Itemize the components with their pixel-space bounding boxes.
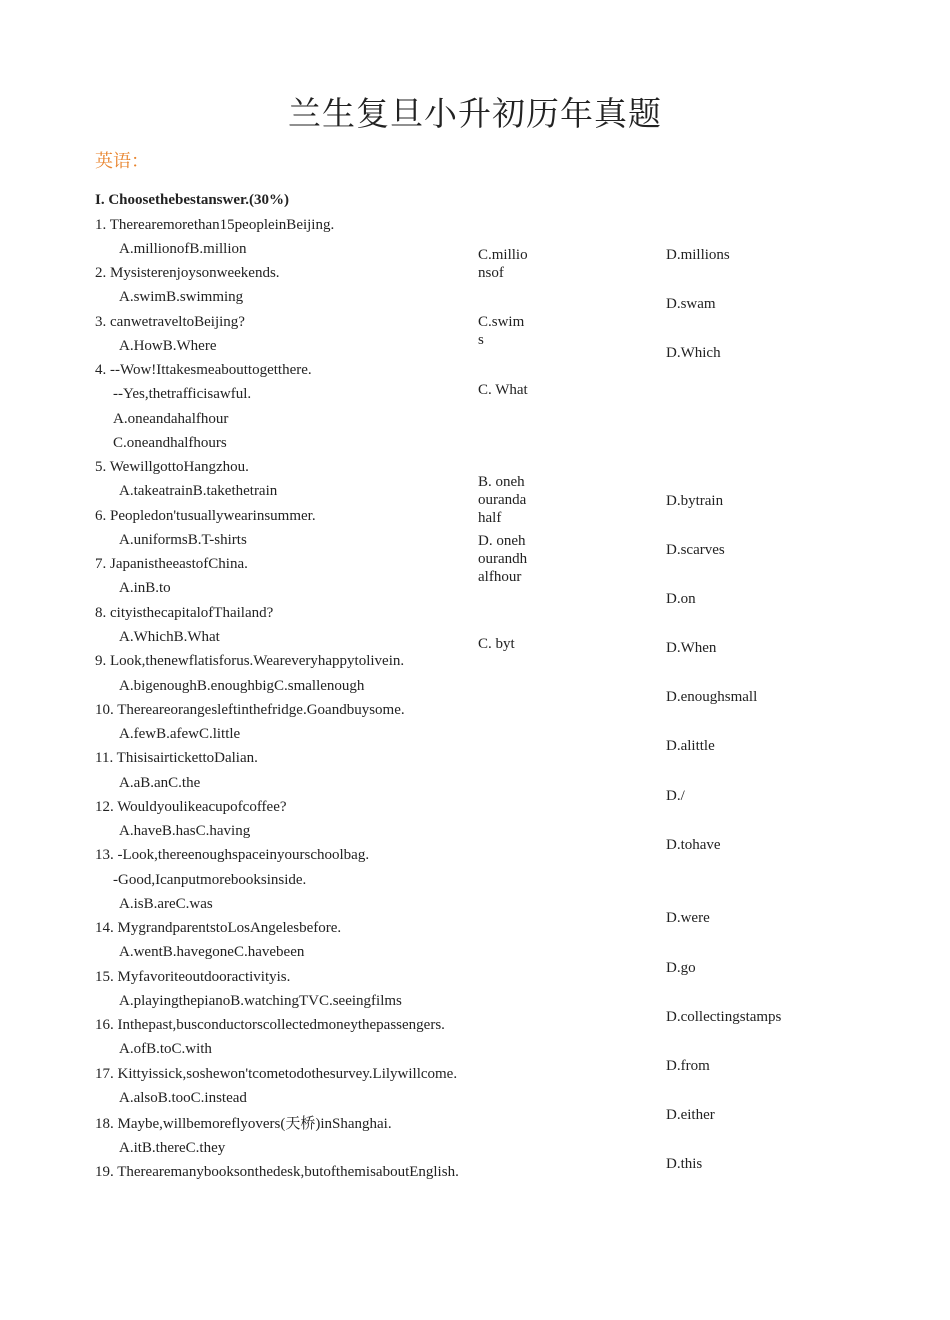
question-3: 3. canwetraveltoBeijing? xyxy=(95,314,245,330)
subject-heading: 英语： xyxy=(95,151,149,172)
question-16: 16. Inthepast,busconductorscollectedmoneythepassengers. xyxy=(95,1017,445,1033)
question-7: 7. JapanistheeastofChina. xyxy=(95,556,248,572)
option-d-7: D.on xyxy=(666,591,696,607)
question-14: 14. MygrandparentstoLosAngelesbefore. xyxy=(95,920,342,936)
options-6: A.uniformsB.T-shirts xyxy=(119,532,247,548)
option-d-12: D.tohave xyxy=(666,837,721,853)
options-16: A.ofB.toC.with xyxy=(119,1041,212,1057)
option-c-3: C. What xyxy=(478,382,528,398)
question-4-reply: --Yes,thetrafficisawful. xyxy=(113,386,252,402)
option-d-17: D.either xyxy=(666,1107,715,1123)
option-b-4: B. onehourandahalf xyxy=(478,474,527,526)
option-d-8: D.When xyxy=(666,640,717,656)
question-8: 8. cityisthecapitalofThailand? xyxy=(95,605,274,621)
question-6: 6. Peopledon'tusuallywearinsummer. xyxy=(95,508,316,524)
option-d-10: D.alittle xyxy=(666,738,715,754)
question-10: 10. Thereareorangesleftinthefridge.Goandbuysome. xyxy=(95,702,405,718)
option-d-1: D.millions xyxy=(666,247,730,263)
option-d-18: D.this xyxy=(666,1156,703,1172)
option-d-16: D.from xyxy=(666,1058,710,1074)
question-2: 2. Mysisterenjoysonweekends. xyxy=(95,265,280,281)
options-3: A.HowB.Where xyxy=(119,338,217,354)
options-4a: A.oneandahalfhour xyxy=(113,411,229,427)
options-15: A.playingthepianoB.watchingTVC.seeingfilms xyxy=(119,993,402,1009)
option-c-2: C.swims xyxy=(478,314,525,348)
option-d-9: D.enoughsmall xyxy=(666,689,758,705)
option-d-13: D.were xyxy=(666,910,710,926)
option-d-4: D. onehourandhalfhour xyxy=(478,533,528,585)
question-13: 13. -Look,thereenoughspaceinyourschoolbag. xyxy=(95,847,370,863)
question-11: 11. ThisisairtickettoDalian. xyxy=(95,750,258,766)
section-heading: I. Choosethebestanswer.(30%) xyxy=(95,192,290,208)
option-d-6: D.scarves xyxy=(666,542,725,558)
options-5: A.takeatrainB.takethetrain xyxy=(119,483,278,499)
options-11: A.aB.anC.the xyxy=(119,775,201,791)
question-4: 4. --Wow!Ittakesmeabouttogetthere. xyxy=(95,362,312,378)
question-19: 19. Therearemanybooksonthedesk,butofthemisaboutEnglish. xyxy=(95,1164,459,1180)
options-10: A.fewB.afewC.little xyxy=(119,726,241,742)
option-d-3: D.Which xyxy=(666,345,721,361)
question-18: 18. Maybe,willbemoreflyovers(天桥)inShanghai. xyxy=(95,1116,392,1132)
question-17: 17. Kittyissick,soshewon'tcometodothesurvey.Lilywillcome. xyxy=(95,1066,458,1082)
question-12: 12. Wouldyoulikeacupofcoffee? xyxy=(95,799,287,815)
options-14: A.wentB.havegoneC.havebeen xyxy=(119,944,305,960)
option-d-15: D.collectingstamps xyxy=(666,1009,782,1025)
option-c-5: C. byt xyxy=(478,636,515,652)
question-13-reply: -Good,Icanputmorebooksinside. xyxy=(113,872,307,888)
options-1: A.millionofB.million xyxy=(119,241,247,257)
options-9: A.bigenoughB.enoughbigC.smallenough xyxy=(119,678,365,694)
question-15: 15. Myfavoriteoutdooractivityis. xyxy=(95,969,291,985)
options-12: A.haveB.hasC.having xyxy=(119,823,251,839)
page-title: 兰生复旦小升初历年真题 xyxy=(288,94,662,133)
options-13: A.isB.areC.was xyxy=(119,896,213,912)
options-4c: C.oneandhalfhours xyxy=(113,435,227,451)
option-d-5: D.bytrain xyxy=(666,493,724,509)
question-5: 5. WewillgottoHangzhou. xyxy=(95,459,249,475)
options-2: A.swimB.swimming xyxy=(119,289,244,305)
options-18: A.itB.thereC.they xyxy=(119,1140,226,1156)
option-d-2: D.swam xyxy=(666,296,716,312)
option-c-1: C.millionsof xyxy=(478,247,528,281)
option-d-14: D.go xyxy=(666,960,696,976)
options-17: A.alsoB.tooC.instead xyxy=(119,1090,247,1106)
question-1: 1. Therearemorethan15peopleinBeijing. xyxy=(95,217,335,233)
question-9: 9. Look,thenewflatisforus.Weareveryhappytolivein. xyxy=(95,653,405,669)
option-d-11: D./ xyxy=(666,788,685,804)
options-7: A.inB.to xyxy=(119,580,171,596)
options-8: A.WhichB.What xyxy=(119,629,220,645)
